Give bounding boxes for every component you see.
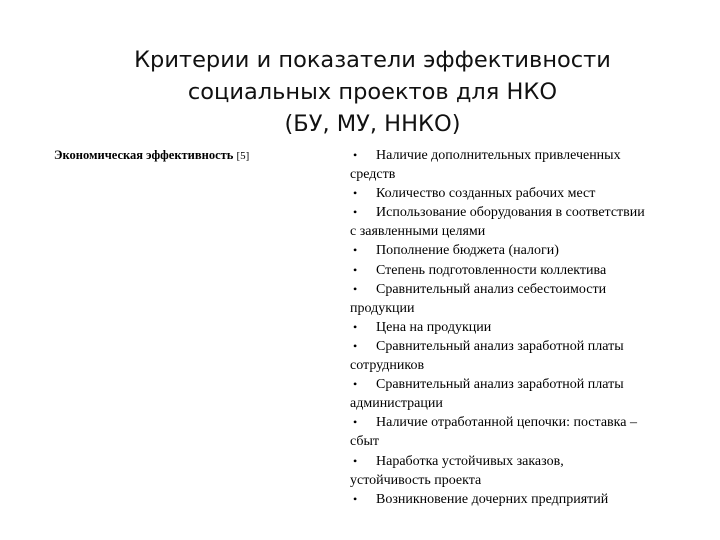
list-item-text: Наработка устойчивых заказов, bbox=[376, 453, 564, 469]
bullet-icon: • bbox=[353, 338, 358, 353]
list-item-text: Наличие отработанной цепочки: поставка – bbox=[376, 415, 637, 431]
list-item bbox=[350, 280, 695, 318]
list-item-text: Использование оборудования в соответствии bbox=[376, 205, 645, 221]
list-item-text: Степень подготовленности коллектива bbox=[376, 262, 607, 278]
bullet-icon: • bbox=[353, 243, 358, 258]
list-item bbox=[350, 146, 695, 184]
indicator-list bbox=[350, 146, 695, 509]
list-item-text-cont: сбыт bbox=[350, 434, 380, 450]
criterion-reference: [5] bbox=[236, 150, 250, 162]
list-item bbox=[350, 184, 695, 203]
title-line-2: социальных проектов для НКО bbox=[187, 79, 558, 105]
list-item bbox=[350, 241, 695, 260]
list-item-text-cont: средств bbox=[350, 167, 396, 183]
list-item-text: Сравнительный анализ себестоимости bbox=[376, 281, 607, 297]
criterion-name: Экономическая эффективность bbox=[54, 148, 234, 162]
bullet-icon: • bbox=[353, 148, 358, 162]
bullet-icon: • bbox=[353, 319, 358, 334]
bullet-icon: • bbox=[353, 281, 358, 296]
bullet-icon: • bbox=[353, 491, 358, 506]
list-item-text: Цена на продукции bbox=[376, 319, 492, 335]
list-item-text-cont: сотрудников bbox=[350, 358, 425, 374]
list-item bbox=[350, 490, 695, 509]
list-item bbox=[350, 261, 695, 280]
list-item-text-cont: продукции bbox=[350, 300, 415, 316]
list-item-text-cont: администрации bbox=[350, 396, 443, 412]
bullet-icon: • bbox=[353, 186, 358, 201]
bullet-icon: • bbox=[353, 377, 358, 392]
list-item bbox=[350, 413, 695, 451]
title-line-3: (БУ, МУ, ННКО) bbox=[284, 111, 461, 137]
list-item-text: Сравнительный анализ заработной платы bbox=[376, 377, 624, 393]
slide-title bbox=[100, 44, 645, 140]
list-item-text: Сравнительный анализ заработной платы bbox=[376, 338, 624, 354]
list-item bbox=[350, 452, 695, 490]
title-line-1: Критерии и показатели эффективности bbox=[134, 47, 611, 73]
list-item-text: Наличие дополнительных привлеченных bbox=[376, 148, 621, 163]
list-item bbox=[350, 337, 695, 375]
criterion-label bbox=[54, 148, 249, 163]
list-item-text-cont: устойчивость проекта bbox=[350, 472, 482, 488]
list-item-text-cont: с заявленными целями bbox=[350, 224, 486, 240]
list-item-text: Пополнение бюджета (налоги) bbox=[376, 243, 559, 259]
list-item bbox=[350, 203, 695, 241]
bullet-icon: • bbox=[353, 262, 358, 277]
list-item-text: Возникновение дочерних предприятий bbox=[376, 491, 609, 507]
list-item bbox=[350, 318, 695, 337]
list-item bbox=[350, 375, 695, 413]
bullet-icon: • bbox=[353, 415, 358, 430]
list-item-text: Количество созданных рабочих мест bbox=[376, 186, 596, 202]
bullet-icon: • bbox=[353, 453, 358, 468]
bullet-icon: • bbox=[353, 205, 358, 220]
